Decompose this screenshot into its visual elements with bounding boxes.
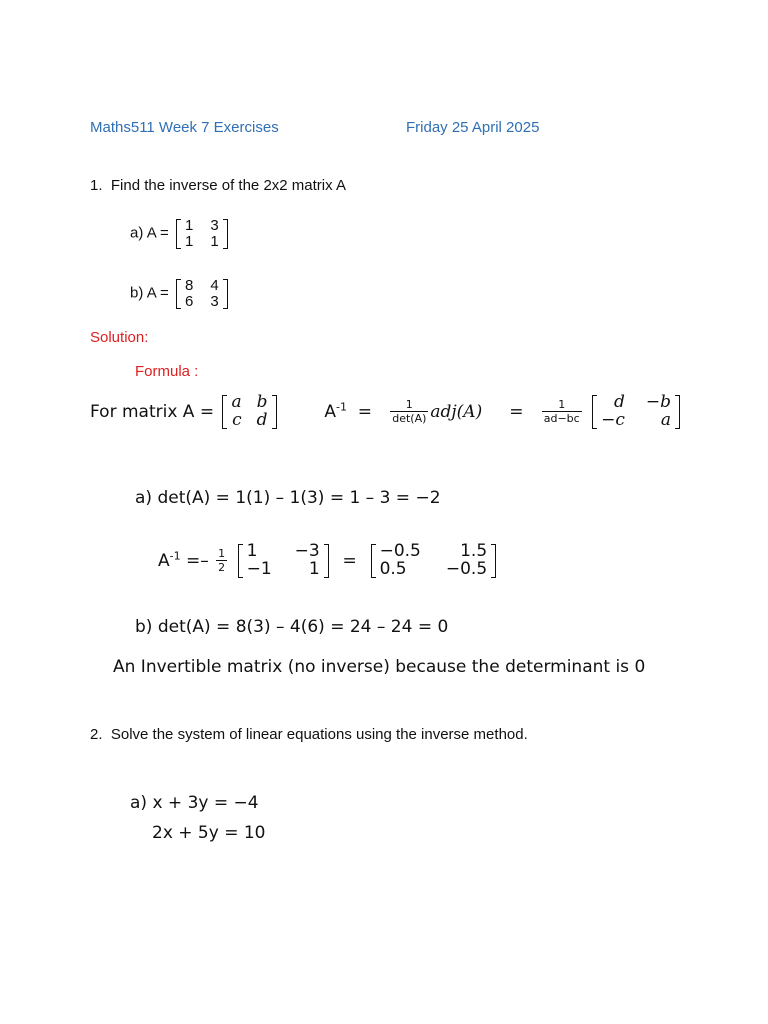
matrix-cell: −1	[246, 558, 272, 579]
general-matrix	[222, 394, 276, 430]
matrix-lhs: A =	[146, 224, 169, 242]
q1-part-b	[130, 278, 231, 310]
one-over-adbc-fraction: $\frac{1}{ad-bc}$	[543, 398, 580, 426]
question-2	[90, 726, 528, 743]
q1-part-a	[130, 218, 231, 250]
matrix-a	[176, 218, 228, 250]
inverse-result-matrix	[371, 543, 497, 579]
part-label: a)	[130, 224, 144, 242]
question-text: Find the inverse of the 2x2 matrix A	[110, 177, 346, 194]
adjugate-matrix-a	[238, 543, 329, 579]
solution-a-determinant: a) det(A) = 1(1) – 1(3) = 1 – 3 = −2	[135, 488, 441, 508]
course-title: Maths511 Week 7 Exercises	[90, 119, 279, 136]
equation-2: 2x + 5y = 10	[152, 823, 266, 843]
matrix-cell: 0.5	[379, 558, 407, 579]
matrix-cell: 1	[246, 541, 258, 561]
solution-label: Solution:	[90, 329, 149, 346]
inverse-symbol: $A^{-1}$	[158, 549, 181, 571]
matrix-cell: d	[256, 409, 268, 430]
formula-line	[90, 394, 683, 430]
formula-label: Formula :	[135, 363, 199, 380]
matrix-cell: 1	[308, 558, 320, 579]
matrix-cell: 4	[210, 277, 219, 294]
matrix-cell: d	[614, 392, 625, 412]
document-date: Friday 25 April 2025	[406, 119, 540, 136]
matrix-cell: a	[231, 392, 242, 412]
matrix-cell: 1	[184, 232, 194, 250]
question-number: 1.	[90, 177, 103, 194]
matrix-cell: 1	[210, 232, 219, 250]
matrix-cell: 8	[184, 277, 194, 294]
equals-sign: =	[357, 401, 372, 422]
matrix-cell: −b	[645, 392, 672, 412]
matrix-cell: −3	[294, 541, 320, 561]
matrix-cell: a	[660, 409, 672, 430]
formula-intro: For matrix A =	[90, 401, 215, 422]
half-fraction: $\frac{1}{2}$	[218, 547, 226, 575]
inverse-symbol: $A^{-1}$	[324, 400, 347, 422]
matrix-cell: 6	[184, 292, 194, 310]
matrix-cell: 1.5	[460, 541, 488, 561]
matrix-b	[176, 278, 228, 310]
matrix-cell: c	[232, 409, 242, 430]
matrix-cell: 3	[210, 217, 219, 234]
part-label: a)	[130, 793, 148, 813]
matrix-cell: 3	[210, 292, 219, 310]
part-label: b)	[130, 284, 144, 302]
matrix-lhs: A =	[146, 284, 169, 302]
matrix-cell: −0.5	[379, 541, 421, 561]
question-number: 2.	[90, 726, 103, 743]
solution-b-conclusion: An Invertible matrix (no inverse) because the determinant is 0	[113, 657, 646, 677]
solution-a-inverse	[158, 543, 499, 579]
matrix-cell: b	[256, 392, 268, 412]
question-1	[90, 177, 346, 194]
question-text: Solve the system of linear equations using the inverse method.	[110, 726, 528, 743]
one-over-det-fraction: $\frac{1}{\det(A)}$	[392, 398, 427, 426]
solution-b-determinant: b) det(A) = 8(3) – 4(6) = 24 – 24 = 0	[135, 617, 449, 637]
adjugate-matrix	[592, 394, 680, 430]
equals-negative: =–	[186, 550, 209, 571]
matrix-cell: −0.5	[445, 558, 488, 579]
q2-part-a	[130, 793, 259, 813]
equation-1: x + 3y = −4	[152, 793, 259, 813]
adjugate-term: adj(A)	[430, 401, 483, 422]
equals-sign: =	[509, 401, 524, 422]
matrix-cell: 1	[184, 217, 194, 234]
equals-sign: =	[342, 550, 357, 571]
matrix-cell: −c	[601, 409, 625, 430]
